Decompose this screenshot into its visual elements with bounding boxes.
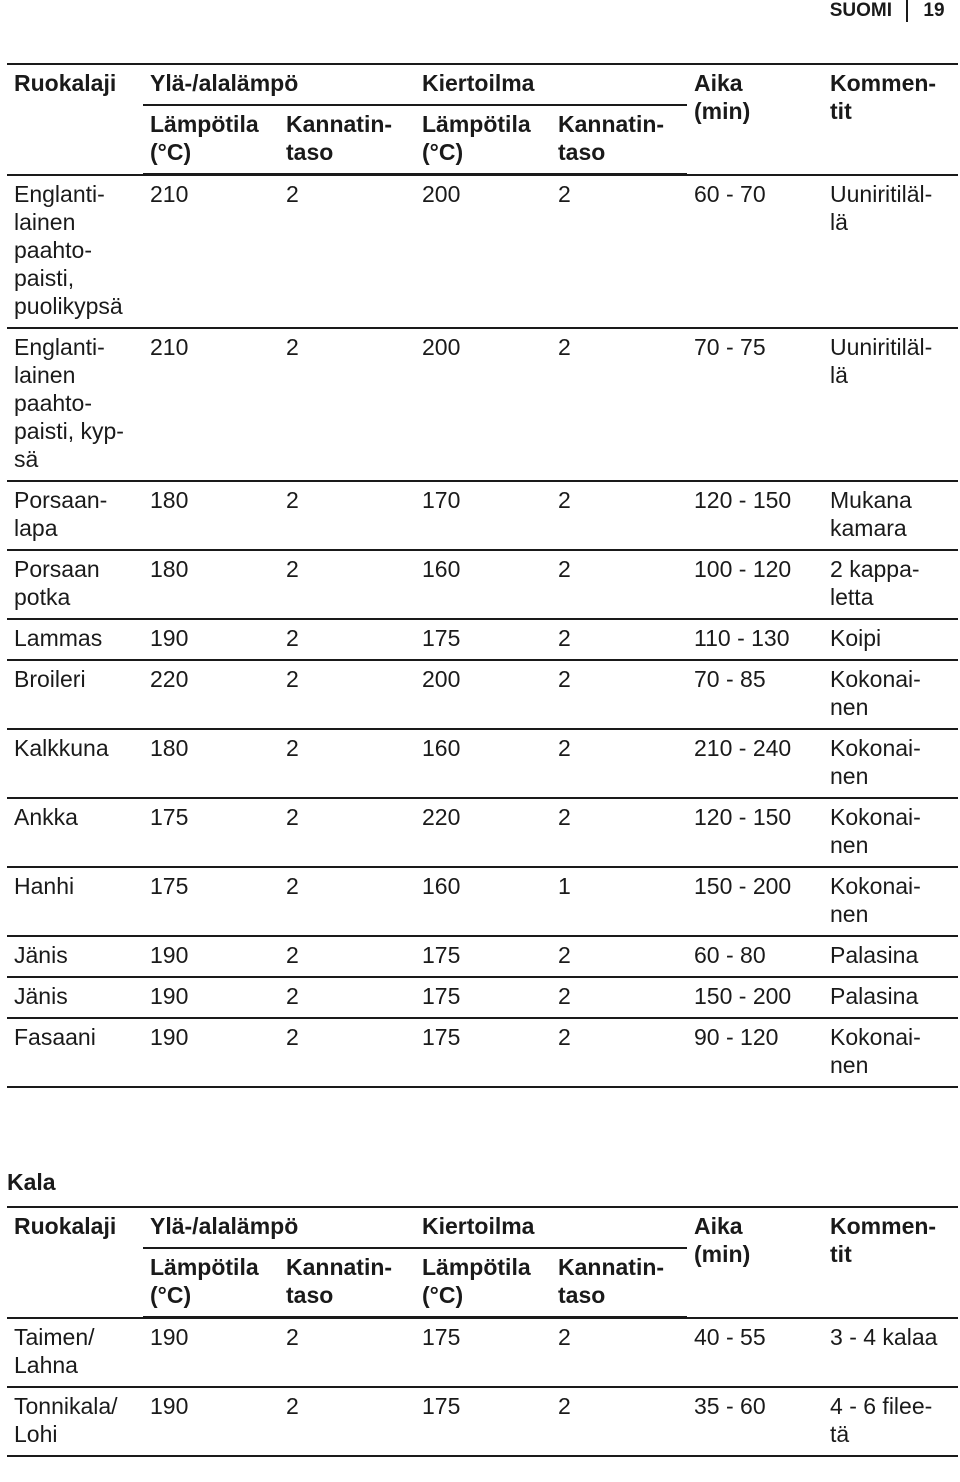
cell-time: 90 - 120	[687, 1018, 823, 1087]
cell-time: 70 - 75	[687, 328, 823, 481]
header-level-line: taso	[286, 1282, 334, 1308]
cell-fan-temp: 175	[415, 977, 551, 1018]
cell-fan-level: 2	[551, 619, 687, 660]
cell-fan-temp: 175	[415, 936, 551, 977]
header-level-line: Kannatin-	[558, 1254, 665, 1280]
table-row	[7, 175, 958, 328]
cell-comment-line: kamara	[830, 514, 907, 541]
cell-dish	[7, 175, 143, 328]
cell-comment	[823, 1318, 958, 1387]
header-time-line: (min)	[694, 98, 751, 124]
cell-dish-line: Tonnikala/	[14, 1392, 118, 1419]
table-row	[7, 328, 958, 481]
cell-conv-temp: 175	[143, 867, 279, 936]
header-fan: Kiertoilma	[415, 64, 687, 105]
cell-dish-line: puolikypsä	[14, 292, 123, 319]
header-conv-level	[279, 105, 415, 175]
cell-dish-line: Fasaani	[14, 1023, 96, 1050]
cell-conv-level: 2	[279, 175, 415, 328]
cell-dish-line: Ankka	[14, 803, 78, 830]
cell-dish-line: Englanti-	[14, 333, 105, 360]
cell-dish-line: Kalkkuna	[14, 734, 109, 761]
cell-comment-line: Kokonai-	[830, 734, 921, 761]
header-conv-temp	[143, 1248, 279, 1318]
header-time-line: Aika	[694, 70, 743, 96]
header-conventional: Ylä-/alalämpö	[143, 64, 415, 105]
meat-table-body	[7, 64, 958, 1087]
cell-dish-line: paisti,	[14, 264, 75, 291]
cell-dish-line: Englanti-	[14, 180, 105, 207]
cell-comment	[823, 867, 958, 936]
cell-dish	[7, 619, 143, 660]
cell-dish	[7, 936, 143, 977]
header-conv-level	[279, 1248, 415, 1318]
cell-conv-level: 2	[279, 798, 415, 867]
cell-comment-line: 4 - 6 filee-	[830, 1392, 933, 1419]
cell-dish	[7, 1018, 143, 1087]
header-fan-level	[551, 1248, 687, 1318]
cell-comment-line: Kokonai-	[830, 803, 921, 830]
table-row	[7, 1018, 958, 1087]
cell-conv-temp: 190	[143, 1018, 279, 1087]
cell-comment	[823, 1387, 958, 1456]
header-temp-line: (°C)	[422, 139, 464, 165]
table-row	[7, 936, 958, 977]
cell-comment-line: tä	[830, 1420, 850, 1447]
cell-comment-line: letta	[830, 583, 874, 610]
table-row	[7, 867, 958, 936]
header-comment	[823, 1207, 958, 1318]
cell-conv-temp: 180	[143, 550, 279, 619]
table-row	[7, 729, 958, 798]
cell-fan-temp: 175	[415, 1318, 551, 1387]
cell-comment	[823, 660, 958, 729]
cell-fan-level: 2	[551, 936, 687, 977]
cell-conv-temp: 180	[143, 481, 279, 550]
cell-time: 100 - 120	[687, 550, 823, 619]
cell-fan-level: 2	[551, 729, 687, 798]
cell-conv-level: 2	[279, 481, 415, 550]
cell-conv-temp: 190	[143, 1387, 279, 1456]
header-comment-line: Kommen-	[830, 70, 937, 96]
cell-time: 40 - 55	[687, 1318, 823, 1387]
cell-conv-temp: 180	[143, 729, 279, 798]
cell-fan-level: 2	[551, 798, 687, 867]
header-comment-line: tit	[830, 98, 852, 124]
cell-dish-line: Lahna	[14, 1351, 78, 1378]
cell-conv-temp: 190	[143, 619, 279, 660]
cell-time: 110 - 130	[687, 619, 823, 660]
cell-comment	[823, 175, 958, 328]
cell-conv-temp: 190	[143, 1318, 279, 1387]
header-level-line: taso	[558, 1282, 606, 1308]
cell-dish	[7, 977, 143, 1018]
cell-comment-line: nen	[830, 1051, 869, 1078]
cell-comment-line: lä	[830, 208, 848, 235]
cell-dish-line: potka	[14, 583, 71, 610]
cell-fan-temp: 175	[415, 1018, 551, 1087]
header-comment	[823, 64, 958, 175]
cell-dish-line: Jänis	[14, 982, 68, 1009]
cell-dish	[7, 481, 143, 550]
fish-cooking-table	[7, 1206, 958, 1457]
cell-dish-line: Porsaan-	[14, 486, 108, 513]
cell-dish-line: lainen	[14, 361, 76, 388]
cell-fan-temp: 200	[415, 175, 551, 328]
cell-dish	[7, 328, 143, 481]
header-temp-line: Lämpötila	[422, 111, 531, 137]
cell-fan-level: 1	[551, 867, 687, 936]
cell-dish	[7, 1387, 143, 1456]
cell-comment-line: 3 - 4 kalaa	[830, 1323, 938, 1350]
cell-comment	[823, 936, 958, 977]
cell-fan-temp: 160	[415, 550, 551, 619]
cell-fan-temp: 200	[415, 660, 551, 729]
header-fan-level	[551, 105, 687, 175]
cell-comment-line: lä	[830, 361, 848, 388]
header-temp-line: (°C)	[422, 1282, 464, 1308]
cell-conv-level: 2	[279, 660, 415, 729]
cell-fan-level: 2	[551, 660, 687, 729]
cell-dish-line: paahto-	[14, 236, 93, 263]
fish-header-row	[7, 1207, 958, 1248]
cell-comment-line: Mukana	[830, 486, 912, 513]
header-level-line: taso	[558, 139, 606, 165]
cell-conv-level: 2	[279, 550, 415, 619]
cell-dish-line: Lohi	[14, 1420, 58, 1447]
cell-comment	[823, 1018, 958, 1087]
header-conventional: Ylä-/alalämpö	[143, 1207, 415, 1248]
cell-comment-line: nen	[830, 693, 869, 720]
cell-dish-line: lainen	[14, 208, 76, 235]
table-row	[7, 798, 958, 867]
cell-time: 210 - 240	[687, 729, 823, 798]
cell-dish	[7, 550, 143, 619]
header-time	[687, 64, 823, 175]
cell-time: 60 - 80	[687, 936, 823, 977]
cell-fan-level: 2	[551, 328, 687, 481]
table-row	[7, 977, 958, 1018]
cell-conv-level: 2	[279, 977, 415, 1018]
header-time-line: (min)	[694, 1241, 751, 1267]
cell-dish-line: sä	[14, 445, 39, 472]
cell-dish-line: paahto-	[14, 389, 93, 416]
cell-fan-temp: 220	[415, 798, 551, 867]
cell-dish-line: Hanhi	[14, 872, 75, 899]
cell-time: 150 - 200	[687, 867, 823, 936]
page-language: SUOMI	[829, 0, 892, 21]
table-row	[7, 481, 958, 550]
meat-header-row	[7, 64, 958, 105]
cell-comment-line: Palasina	[830, 941, 919, 968]
header-level-line: Kannatin-	[558, 111, 665, 137]
page-number: 19	[906, 0, 960, 22]
cell-comment-line: Palasina	[830, 982, 919, 1009]
cell-conv-temp: 210	[143, 328, 279, 481]
cell-time: 120 - 150	[687, 481, 823, 550]
cell-fan-level: 2	[551, 550, 687, 619]
header-temp-line: Lämpötila	[422, 1254, 531, 1280]
cell-fan-temp: 160	[415, 867, 551, 936]
cell-fan-temp: 160	[415, 729, 551, 798]
fish-table-body	[7, 1207, 958, 1456]
cell-time: 35 - 60	[687, 1387, 823, 1456]
header-temp-line: Lämpötila	[150, 111, 259, 137]
cell-conv-temp: 210	[143, 175, 279, 328]
cell-fan-temp: 170	[415, 481, 551, 550]
cell-comment-line: nen	[830, 831, 869, 858]
cell-comment-line: Kokonai-	[830, 665, 921, 692]
cell-dish-line: Lammas	[14, 624, 103, 651]
cell-conv-level: 2	[279, 867, 415, 936]
cell-comment-line: Kokonai-	[830, 1023, 921, 1050]
cell-fan-level: 2	[551, 175, 687, 328]
cell-dish-line: Jänis	[14, 941, 68, 968]
cell-conv-level: 2	[279, 936, 415, 977]
page-header	[830, 0, 960, 22]
header-time	[687, 1207, 823, 1318]
cell-time: 60 - 70	[687, 175, 823, 328]
cell-fan-level: 2	[551, 481, 687, 550]
table-row	[7, 550, 958, 619]
header-conv-temp	[143, 105, 279, 175]
cell-conv-level: 2	[279, 619, 415, 660]
cell-fan-temp: 200	[415, 328, 551, 481]
cell-fan-level: 2	[551, 1318, 687, 1387]
cell-time: 120 - 150	[687, 798, 823, 867]
meat-cooking-table	[7, 63, 958, 1088]
cell-time: 150 - 200	[687, 977, 823, 1018]
header-level-line: Kannatin-	[286, 1254, 393, 1280]
cell-conv-temp: 175	[143, 798, 279, 867]
header-fan-temp	[415, 105, 551, 175]
cell-comment-line: nen	[830, 900, 869, 927]
cell-dish-line: Porsaan	[14, 555, 100, 582]
cell-dish	[7, 660, 143, 729]
cell-comment-line: Koipi	[830, 624, 882, 651]
header-comment-line: Kommen-	[830, 1213, 937, 1239]
cell-conv-level: 2	[279, 729, 415, 798]
cell-conv-level: 2	[279, 1018, 415, 1087]
cell-fan-temp: 175	[415, 619, 551, 660]
header-dish: Ruokalaji	[7, 1207, 143, 1318]
cell-dish-line: lapa	[14, 514, 58, 541]
cell-fan-level: 2	[551, 1018, 687, 1087]
cell-dish-line: paisti, kyp-	[14, 417, 124, 444]
cell-comment-line: Kokonai-	[830, 872, 921, 899]
cell-conv-temp: 220	[143, 660, 279, 729]
header-temp-line: Lämpötila	[150, 1254, 259, 1280]
cell-comment	[823, 481, 958, 550]
cell-fan-level: 2	[551, 977, 687, 1018]
cell-dish	[7, 867, 143, 936]
header-temp-line: (°C)	[150, 139, 192, 165]
cell-dish-line: Taimen/	[14, 1323, 95, 1350]
cell-comment-line: nen	[830, 762, 869, 789]
header-level-line: Kannatin-	[286, 111, 393, 137]
cell-comment	[823, 619, 958, 660]
header-time-line: Aika	[694, 1213, 743, 1239]
cell-conv-level: 2	[279, 1318, 415, 1387]
cell-fan-level: 2	[551, 1387, 687, 1456]
header-dish: Ruokalaji	[7, 64, 143, 175]
cell-dish	[7, 729, 143, 798]
header-temp-line: (°C)	[150, 1282, 192, 1308]
cell-comment	[823, 798, 958, 867]
cell-dish-line: Broileri	[14, 665, 86, 692]
cell-time: 70 - 85	[687, 660, 823, 729]
table-row	[7, 1318, 958, 1387]
cell-comment-line: Uuniritiläl-	[830, 333, 933, 360]
cell-conv-temp: 190	[143, 936, 279, 977]
header-fan-temp	[415, 1248, 551, 1318]
cell-dish	[7, 1318, 143, 1387]
cell-comment	[823, 550, 958, 619]
header-level-line: taso	[286, 139, 334, 165]
table-row	[7, 1387, 958, 1456]
header-comment-line: tit	[830, 1241, 852, 1267]
cell-fan-temp: 175	[415, 1387, 551, 1456]
section-title-fish: Kala	[7, 1169, 56, 1195]
cell-comment-line: 2 kappa-	[830, 555, 920, 582]
cell-comment	[823, 977, 958, 1018]
cell-comment	[823, 328, 958, 481]
cell-comment	[823, 729, 958, 798]
table-row	[7, 660, 958, 729]
cell-dish	[7, 798, 143, 867]
cell-comment-line: Uuniritiläl-	[830, 180, 933, 207]
cell-conv-level: 2	[279, 1387, 415, 1456]
cell-conv-temp: 190	[143, 977, 279, 1018]
table-row	[7, 619, 958, 660]
header-fan: Kiertoilma	[415, 1207, 687, 1248]
cell-conv-level: 2	[279, 328, 415, 481]
